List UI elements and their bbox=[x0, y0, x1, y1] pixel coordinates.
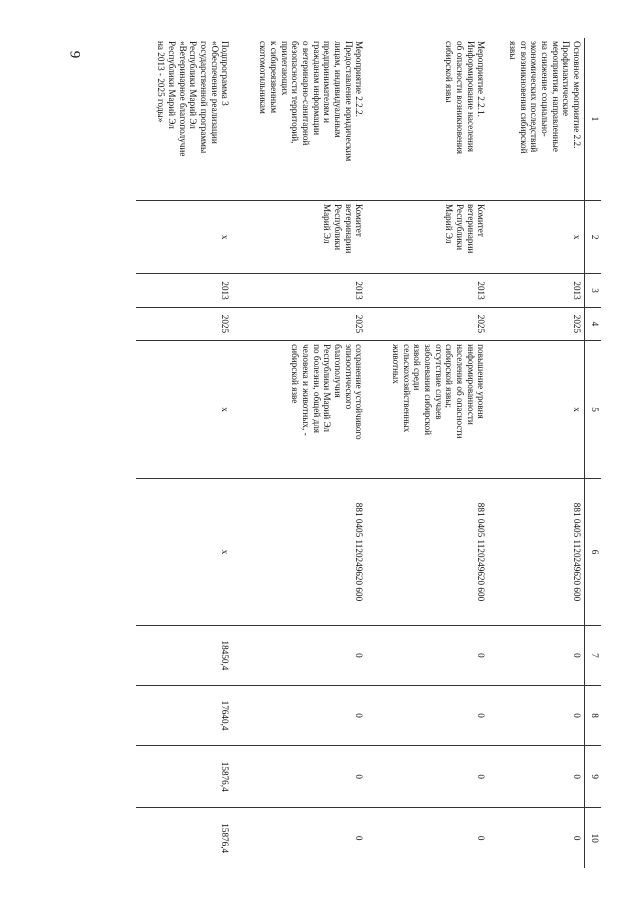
cell-line: на снижение социально- bbox=[539, 41, 550, 137]
expected-result-cell bbox=[367, 341, 489, 479]
column-header: 10 bbox=[585, 808, 602, 868]
cell-line: Комитет bbox=[354, 203, 365, 237]
table-row bbox=[367, 38, 489, 868]
activity-name-cell bbox=[137, 38, 233, 200]
cell-line: «Обеспечение реализации bbox=[209, 41, 220, 144]
executor-cell bbox=[489, 200, 585, 273]
cell-line: сельскохозяйственных bbox=[401, 344, 412, 433]
amount-cell: 18450,4 bbox=[137, 625, 233, 685]
end-year-cell: 2025 bbox=[137, 307, 233, 340]
cell-line: безопасности территорий, bbox=[290, 41, 301, 144]
header-row bbox=[585, 38, 602, 868]
expected-result-cell bbox=[233, 341, 367, 479]
column-header: 4 bbox=[585, 307, 602, 340]
cell-line: лицам, индивидуальным bbox=[333, 41, 344, 138]
amount-cell: 0 bbox=[489, 625, 585, 685]
amount-cell: 0 bbox=[233, 625, 367, 685]
cell-line: Основное мероприятие 2.2. bbox=[572, 41, 582, 149]
amount-cell: 15876,4 bbox=[137, 746, 233, 808]
budget-code-cell: 881 0405 1120249620 600 bbox=[233, 479, 367, 626]
column-header: 3 bbox=[585, 274, 602, 307]
amount-cell: 0 bbox=[489, 686, 585, 746]
cell-line: повышение уровня bbox=[476, 344, 487, 419]
cell-line: сибирской язвы bbox=[444, 41, 455, 103]
budget-code-cell: 881 0405 1120249620 600 bbox=[489, 479, 585, 626]
cell-line: государственной программы bbox=[199, 41, 210, 154]
activity-name-cell bbox=[233, 38, 367, 200]
cell-line: о ветеринарно-санитарной bbox=[301, 41, 312, 146]
cell-line: человека и животных, - bbox=[301, 344, 312, 436]
activity-name-cell bbox=[367, 38, 489, 200]
cell-line: заболевания сибирской bbox=[423, 344, 434, 436]
start-year-cell: 2013 bbox=[137, 274, 233, 307]
start-year-cell: 2013 bbox=[233, 274, 367, 307]
table-row bbox=[233, 38, 367, 868]
cell-line: Республики bbox=[455, 203, 466, 251]
cell-line: по болезни, общей для bbox=[311, 344, 322, 434]
table-row bbox=[137, 38, 233, 868]
amount-cell: 0 bbox=[233, 808, 367, 868]
cell-line: благополучия bbox=[333, 344, 344, 398]
cell-line: язвой среди bbox=[412, 344, 423, 391]
cell-line: информированности bbox=[465, 344, 476, 425]
cell-line: на 2013 - 2025 годы» bbox=[156, 41, 167, 123]
cell-line: Предоставление юридическим bbox=[343, 41, 354, 162]
cell-line: сибирской язве bbox=[290, 344, 301, 404]
cell-line: x bbox=[220, 407, 231, 412]
cell-line: сохранение устойчивого bbox=[354, 344, 365, 440]
cell-line: «Ветеринарное благополучие bbox=[177, 41, 188, 157]
column-header: 7 bbox=[585, 625, 602, 685]
column-header: 1 bbox=[585, 38, 602, 200]
executor-cell bbox=[137, 200, 233, 273]
amount-cell: 0 bbox=[367, 746, 489, 808]
budget-code-cell: x bbox=[137, 479, 233, 626]
cell-line: скотомогильникам bbox=[258, 41, 269, 114]
cell-line: Марий Эл bbox=[444, 203, 455, 244]
cell-line: гражданам информации bbox=[311, 41, 322, 136]
budget-code-cell: 881 0405 1120249620 600 bbox=[367, 479, 489, 626]
cell-line: эпизоотического bbox=[343, 344, 354, 410]
cell-line: x bbox=[572, 407, 582, 412]
end-year-cell: 2025 bbox=[367, 307, 489, 340]
cell-line: Марий Эл bbox=[322, 203, 333, 244]
executor-cell bbox=[233, 200, 367, 273]
cell-line: сибирской язвы; bbox=[444, 344, 455, 409]
end-year-cell: 2025 bbox=[233, 307, 367, 340]
executor-cell bbox=[367, 200, 489, 273]
expected-result-cell bbox=[489, 341, 585, 479]
start-year-cell: 2013 bbox=[489, 274, 585, 307]
amount-cell: 17640,4 bbox=[137, 686, 233, 746]
amount-cell: 0 bbox=[233, 746, 367, 808]
cell-line: Республики Марий Эл bbox=[167, 41, 178, 129]
cell-line: предпринимателям и bbox=[322, 41, 333, 123]
table-row bbox=[489, 38, 585, 868]
start-year-cell: 2013 bbox=[367, 274, 489, 307]
cell-line: x bbox=[572, 234, 582, 240]
column-header: 2 bbox=[585, 200, 602, 273]
column-header: 8 bbox=[585, 686, 602, 746]
budget-table bbox=[137, 38, 602, 868]
cell-line: Республики Марий Эл bbox=[322, 344, 333, 432]
cell-line: язвы bbox=[507, 41, 518, 60]
cell-line: Информирование населения bbox=[465, 41, 476, 152]
cell-line: Республики bbox=[333, 203, 344, 251]
cell-line: Профилактические bbox=[561, 41, 572, 117]
amount-cell: 0 bbox=[367, 808, 489, 868]
cell-line: прилегающих bbox=[279, 41, 290, 96]
end-year-cell: 2025 bbox=[489, 307, 585, 340]
cell-line: Мероприятие 2.2.1. bbox=[476, 41, 487, 117]
cell-line: x bbox=[220, 234, 231, 240]
cell-line: Комитет bbox=[476, 203, 487, 237]
amount-cell: 15876,4 bbox=[137, 808, 233, 868]
column-header: 6 bbox=[585, 479, 602, 626]
cell-line: населения об опасности bbox=[455, 344, 466, 439]
cell-line: отсутствие случаев bbox=[433, 344, 444, 420]
cell-line: ветеринарии bbox=[343, 203, 354, 254]
page-number: 9 bbox=[66, 50, 83, 59]
cell-line: об опасности возникновения bbox=[455, 41, 466, 155]
cell-line: мероприятия, направленные bbox=[550, 41, 561, 152]
amount-cell: 0 bbox=[367, 686, 489, 746]
cell-line: экономических последствий bbox=[529, 41, 540, 153]
amount-cell: 0 bbox=[367, 625, 489, 685]
cell-line: ветеринарии bbox=[465, 203, 476, 254]
expected-result-cell bbox=[137, 341, 233, 479]
cell-line: к сибиреязвенным bbox=[269, 41, 280, 114]
amount-cell: 0 bbox=[489, 746, 585, 808]
column-header: 9 bbox=[585, 746, 602, 808]
cell-line: животных bbox=[391, 344, 402, 384]
activity-name-cell bbox=[489, 38, 585, 200]
amount-cell: 0 bbox=[489, 808, 585, 868]
amount-cell: 0 bbox=[233, 686, 367, 746]
cell-line: Республики Марий Эл bbox=[188, 41, 199, 129]
cell-line: от возникновения сибирской bbox=[518, 41, 529, 154]
column-header: 5 bbox=[585, 341, 602, 479]
cell-line: Подпрограмма 3 bbox=[220, 41, 231, 106]
cell-line: Мероприятие 2.2.2. bbox=[354, 41, 365, 117]
